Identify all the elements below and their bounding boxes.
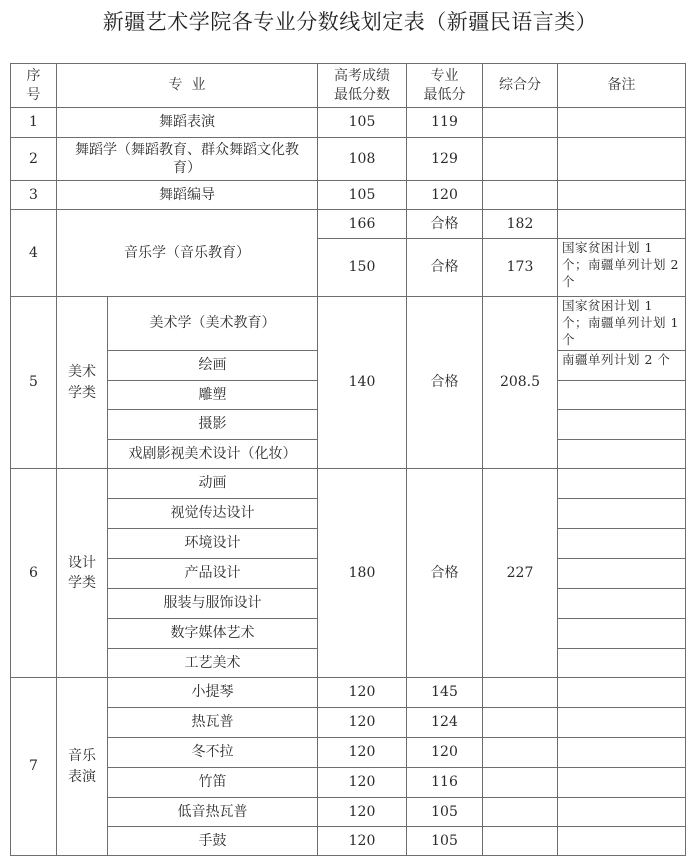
table-row	[11, 827, 686, 856]
table-row	[11, 469, 686, 499]
header-gaokao: 高考成绩 最低分数	[318, 64, 407, 108]
major-cell: 美术学（美术教育）	[108, 297, 318, 351]
major-cell: 服装与服饰设计	[108, 589, 318, 619]
remark-cell	[558, 440, 686, 469]
category-cell: 设计 学类	[57, 469, 108, 678]
seq-cell: 3	[11, 181, 57, 210]
table-row	[11, 108, 686, 138]
gaokao-cell: 120	[318, 738, 407, 768]
major-cell: 视觉传达设计	[108, 499, 318, 529]
gaokao-cell: 105	[318, 181, 407, 210]
total-cell	[483, 738, 558, 768]
total-cell	[483, 708, 558, 738]
pro-cell: 105	[407, 798, 483, 827]
total-cell	[483, 768, 558, 798]
gaokao-cell: 120	[318, 708, 407, 738]
major-cell: 戏剧影视美术设计（化妆）	[108, 440, 318, 469]
major-cell: 舞蹈学（舞蹈教育、群众舞蹈文化教育）	[57, 138, 318, 181]
score-table	[10, 63, 686, 856]
remark-cell	[558, 649, 686, 678]
major-cell: 竹笛	[108, 768, 318, 798]
pro-cell: 合格	[407, 297, 483, 469]
table-row	[11, 297, 686, 351]
remark-cell	[558, 499, 686, 529]
header-pro: 专业 最低分	[407, 64, 483, 108]
major-cell: 小提琴	[108, 678, 318, 708]
category-cell: 美术 学类	[57, 297, 108, 469]
remark-cell	[558, 381, 686, 410]
remark-cell	[558, 678, 686, 708]
remark-cell	[558, 708, 686, 738]
total-cell	[483, 678, 558, 708]
major-cell: 热瓦普	[108, 708, 318, 738]
seq-cell: 4	[11, 210, 57, 297]
seq-cell: 5	[11, 297, 57, 469]
total-cell: 208.5	[483, 297, 558, 469]
header-total: 综合分	[483, 64, 558, 108]
major-cell: 舞蹈表演	[57, 108, 318, 138]
header-row	[11, 64, 686, 108]
major-cell: 低音热瓦普	[108, 798, 318, 827]
major-cell: 雕塑	[108, 381, 318, 410]
remark-cell	[558, 410, 686, 440]
major-cell: 产品设计	[108, 559, 318, 589]
major-cell: 工艺美术	[108, 649, 318, 678]
total-cell: 173	[483, 239, 558, 297]
remark-cell	[558, 210, 686, 239]
pro-cell: 120	[407, 181, 483, 210]
table-row	[11, 138, 686, 181]
major-cell: 冬不拉	[108, 738, 318, 768]
major-cell: 动画	[108, 469, 318, 499]
category-cell: 音乐 表演	[57, 678, 108, 856]
major-cell: 摄影	[108, 410, 318, 440]
gaokao-cell: 140	[318, 297, 407, 469]
seq-cell: 1	[11, 108, 57, 138]
remark-cell: 国家贫困计划 1 个；南疆单列计划 1 个	[558, 297, 686, 351]
pro-cell: 105	[407, 827, 483, 856]
pro-cell: 124	[407, 708, 483, 738]
total-cell: 227	[483, 469, 558, 678]
table-row	[11, 708, 686, 738]
remark-cell	[558, 108, 686, 138]
total-cell	[483, 798, 558, 827]
header-remark: 备注	[558, 64, 686, 108]
total-cell: 182	[483, 210, 558, 239]
remark-cell	[558, 619, 686, 649]
gaokao-cell: 120	[318, 827, 407, 856]
table-row	[11, 738, 686, 768]
remark-cell: 南疆单列计划 2 个	[558, 351, 686, 381]
pro-cell: 116	[407, 768, 483, 798]
gaokao-cell: 120	[318, 678, 407, 708]
major-cell: 舞蹈编导	[57, 181, 318, 210]
major-cell: 音乐学（音乐教育）	[57, 210, 318, 297]
gaokao-cell: 120	[318, 768, 407, 798]
remark-cell	[558, 138, 686, 181]
gaokao-cell: 108	[318, 138, 407, 181]
pro-cell: 合格	[407, 469, 483, 678]
remark-cell	[558, 738, 686, 768]
pro-cell: 120	[407, 738, 483, 768]
major-cell: 环境设计	[108, 529, 318, 559]
table-row	[11, 678, 686, 708]
page-title: 新疆艺术学院各专业分数线划定表（新疆民语言类）	[102, 10, 598, 34]
remark-cell	[558, 529, 686, 559]
table-row	[11, 768, 686, 798]
remark-cell	[558, 181, 686, 210]
total-cell	[483, 108, 558, 138]
remark-cell	[558, 589, 686, 619]
remark-cell	[558, 768, 686, 798]
remark-cell	[558, 827, 686, 856]
gaokao-cell: 105	[318, 108, 407, 138]
gaokao-cell: 150	[318, 239, 407, 297]
table-row	[11, 210, 686, 239]
pro-cell: 145	[407, 678, 483, 708]
gaokao-cell: 166	[318, 210, 407, 239]
header-major: 专 业	[57, 64, 318, 108]
pro-cell: 129	[407, 138, 483, 181]
remark-cell	[558, 469, 686, 499]
major-cell: 数字媒体艺术	[108, 619, 318, 649]
remark-cell	[558, 559, 686, 589]
total-cell	[483, 181, 558, 210]
remark-cell: 国家贫困计划 1 个；南疆单列计划 2 个	[558, 239, 686, 297]
gaokao-cell: 120	[318, 798, 407, 827]
seq-cell: 7	[11, 678, 57, 856]
remark-cell	[558, 798, 686, 827]
seq-cell: 2	[11, 138, 57, 181]
gaokao-cell: 180	[318, 469, 407, 678]
pro-cell: 119	[407, 108, 483, 138]
table-row	[11, 181, 686, 210]
pro-cell: 合格	[407, 239, 483, 297]
total-cell	[483, 827, 558, 856]
major-cell: 手鼓	[108, 827, 318, 856]
major-cell: 绘画	[108, 351, 318, 381]
seq-cell: 6	[11, 469, 57, 678]
total-cell	[483, 138, 558, 181]
table-row	[11, 798, 686, 827]
pro-cell: 合格	[407, 210, 483, 239]
header-seq: 序 号	[11, 64, 57, 108]
